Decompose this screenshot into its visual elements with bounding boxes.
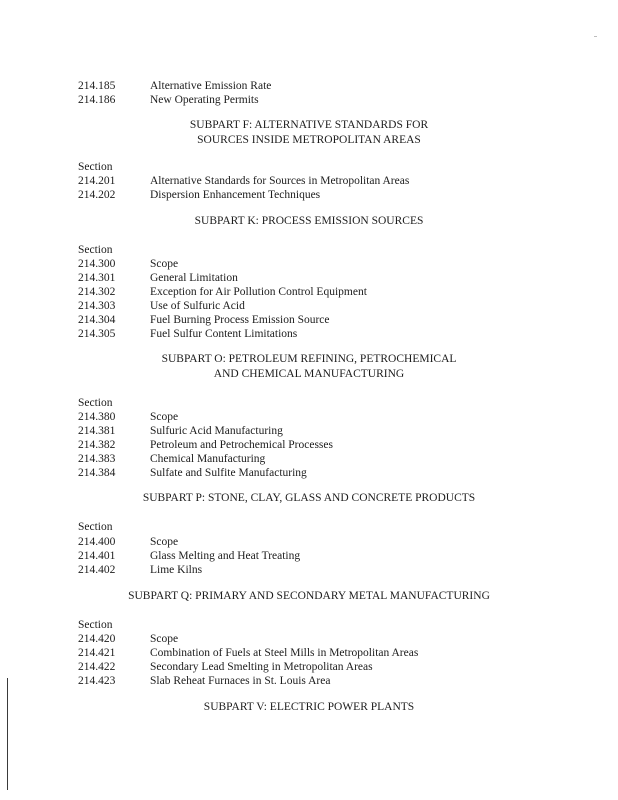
subpart-heading: SOURCES INSIDE METROPOLITAN AREAS	[197, 134, 421, 146]
scan-edge-line	[7, 678, 8, 790]
section-title: Scope	[150, 258, 179, 270]
section-number: 214.300	[78, 258, 116, 270]
toc-entry	[78, 674, 330, 688]
subpart-heading: AND CHEMICAL MANUFACTURING	[213, 368, 405, 380]
subpart-heading: SUBPART P: STONE, CLAY, GLASS AND CONCRETE PRODUCTS	[142, 492, 476, 504]
section-number: 214.423	[78, 675, 116, 687]
section-number: 214.402	[78, 564, 116, 576]
section-title: Lime Kilns	[150, 564, 203, 576]
section-title: General Limitation	[150, 272, 238, 284]
section-number: 214.420	[78, 633, 116, 645]
toc-entry	[78, 466, 307, 480]
section-title: Fuel Sulfur Content Limitations	[150, 328, 298, 340]
toc-entry	[78, 424, 283, 438]
section-number: 214.384	[78, 467, 116, 479]
section-title: Fuel Burning Process Emission Source	[150, 314, 330, 326]
section-title: Scope	[150, 536, 179, 548]
section-number: 214.304	[78, 314, 116, 326]
toc-entry	[78, 313, 330, 327]
scan-speck	[594, 36, 597, 37]
toc-entry	[78, 174, 409, 188]
toc-entry	[78, 438, 333, 452]
section-title: Glass Melting and Heat Treating	[150, 550, 301, 562]
section-label: Section	[78, 619, 113, 631]
section-title: Secondary Lead Smelting in Metropolitan Areas	[150, 661, 373, 673]
section-number: 214.305	[78, 328, 116, 340]
section-title: Combination of Fuels at Steel Mills in Metropolitan Areas	[150, 647, 419, 659]
section-label: Section	[78, 397, 113, 409]
section-label: Section	[78, 161, 113, 173]
toc-entry	[78, 632, 178, 646]
toc-entry	[78, 549, 300, 563]
section-title: Chemical Manufacturing	[150, 453, 266, 465]
section-number: 214.202	[78, 189, 116, 201]
toc-entry	[78, 257, 178, 271]
toc-entry	[78, 646, 418, 660]
section-number: 214.400	[78, 536, 116, 548]
section-number: 214.201	[78, 175, 116, 187]
section-title: New Operating Permits	[150, 94, 259, 106]
toc-entry	[78, 563, 202, 577]
section-label: Section	[78, 244, 113, 256]
toc-entry	[78, 452, 265, 466]
section-title: Sulfuric Acid Manufacturing	[150, 425, 283, 437]
section-title: Dispersion Enhancement Techniques	[150, 189, 321, 201]
toc-entry	[78, 535, 178, 549]
section-number: 214.383	[78, 453, 116, 465]
section-title: Alternative Emission Rate	[150, 80, 272, 92]
section-number: 214.382	[78, 439, 116, 451]
section-number: 214.380	[78, 411, 116, 423]
section-number: 214.303	[78, 300, 116, 312]
section-title: Exception for Air Pollution Control Equipment	[150, 286, 367, 298]
toc-entry	[78, 299, 245, 313]
section-number: 214.186	[78, 94, 116, 106]
section-title: Alternative Standards for Sources in Metropolitan Areas	[150, 175, 410, 187]
toc-entry	[78, 188, 320, 202]
toc-entry	[78, 79, 271, 93]
toc-entry	[78, 93, 259, 107]
toc-entry	[78, 285, 367, 299]
subpart-heading: SUBPART K: PROCESS EMISSION SOURCES	[194, 215, 424, 227]
section-title: Scope	[150, 633, 179, 645]
section-number: 214.422	[78, 661, 116, 673]
toc-entry	[78, 327, 297, 341]
section-title: Sulfate and Sulfite Manufacturing	[150, 467, 307, 479]
section-title: Use of Sulfuric Acid	[150, 300, 245, 312]
section-number: 214.185	[78, 80, 116, 92]
subpart-heading: SUBPART F: ALTERNATIVE STANDARDS FOR	[189, 119, 429, 131]
section-number: 214.421	[78, 647, 116, 659]
toc-entry	[78, 271, 238, 285]
section-number: 214.381	[78, 425, 116, 437]
subpart-heading: SUBPART O: PETROLEUM REFINING, PETROCHEMICAL	[161, 353, 457, 365]
section-number: 214.401	[78, 550, 116, 562]
section-number: 214.301	[78, 272, 116, 284]
subpart-heading: SUBPART V: ELECTRIC POWER PLANTS	[203, 701, 415, 713]
section-title: Slab Reheat Furnaces in St. Louis Area	[150, 675, 331, 687]
section-number: 214.302	[78, 286, 116, 298]
section-title: Petroleum and Petrochemical Processes	[150, 439, 333, 451]
toc-entry	[78, 660, 373, 674]
toc-entry	[78, 410, 178, 424]
subpart-heading: SUBPART Q: PRIMARY AND SECONDARY METAL MANUFACTURING	[128, 590, 490, 602]
section-label: Section	[78, 521, 113, 533]
section-title: Scope	[150, 411, 179, 423]
